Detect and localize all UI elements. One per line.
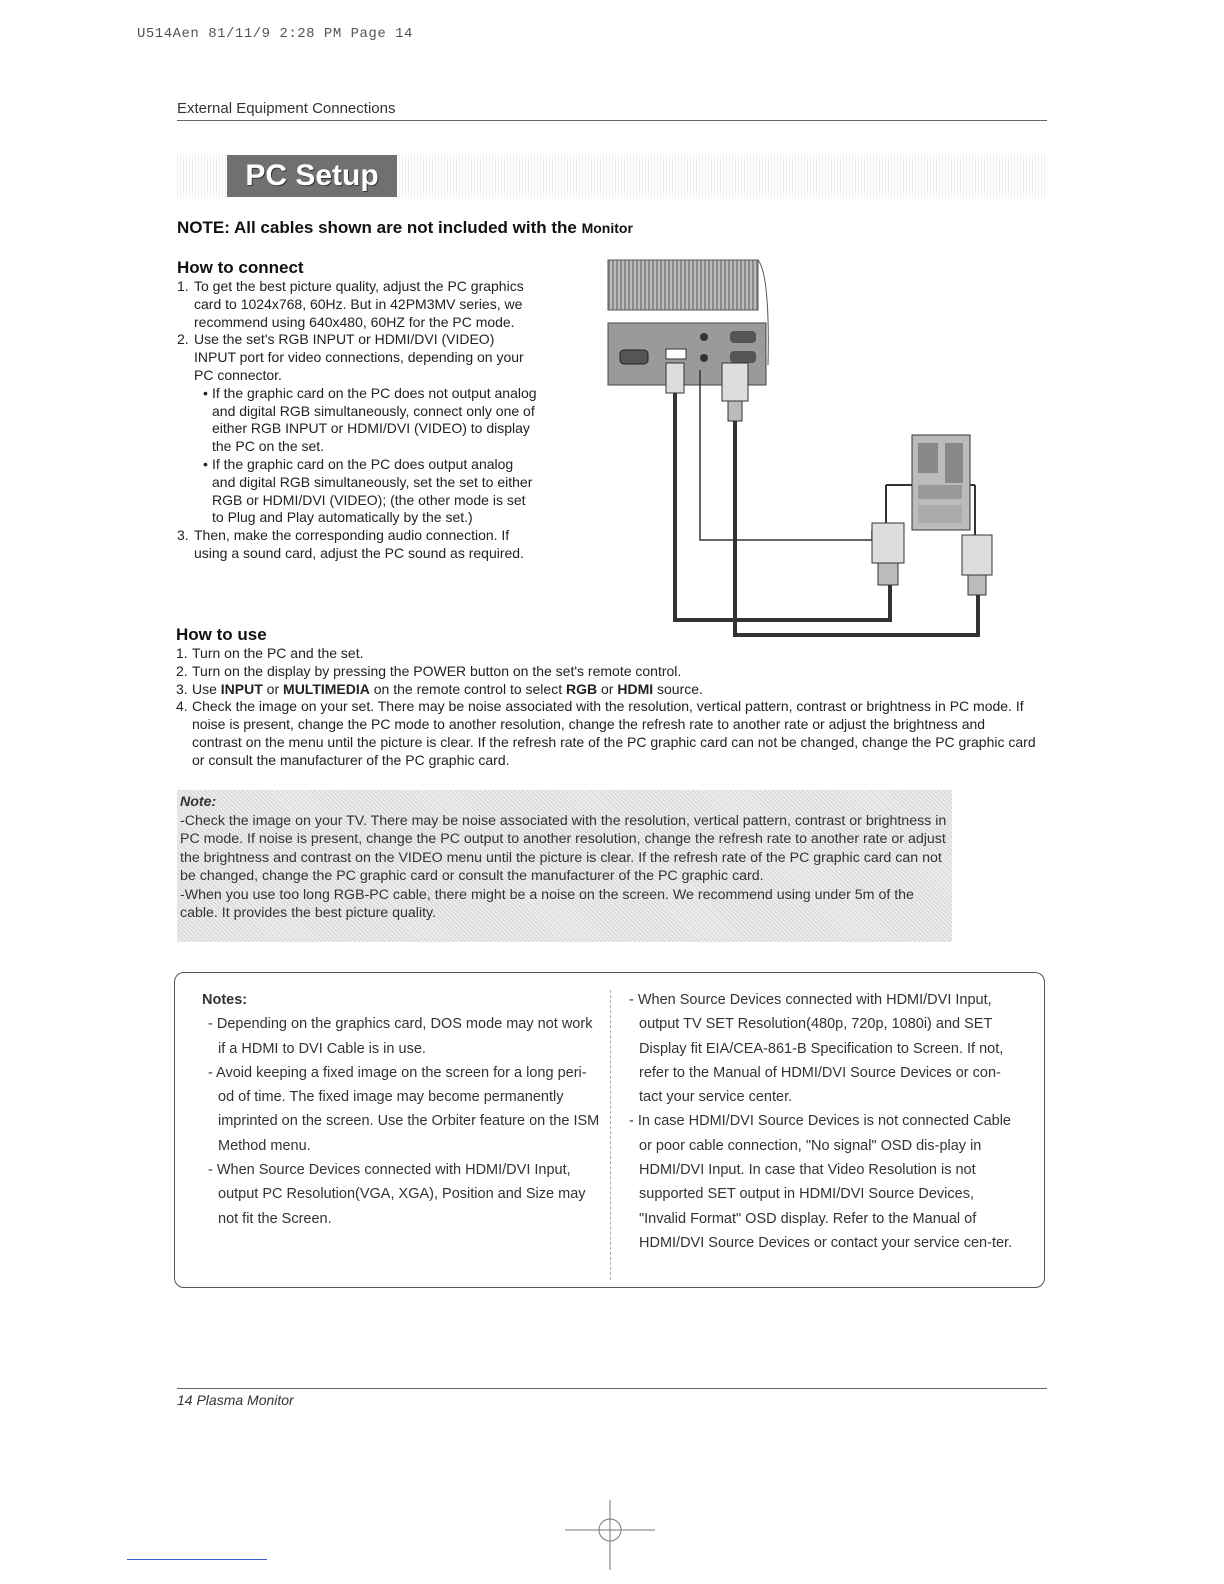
note-box-line: -Check the image on your TV. There may be noise associated with the resolution, vertical pattern, contrast or brightness in PC mode. If noise is present, change the PC output to another resolution, change the refresh rate to another rate or adjust the brightness and contrast on the VIDEO menu until the picture is clear. If the refresh rate of the PC graphic card can not be changed, change the PC graphic card or consult the manufacturer of the PC graphic card. [180, 812, 947, 884]
notes-item: - In case HDMI/DVI Source Devices is not connected Cable or poor cable connection, "No signal" OSD dis-play in HDMI/DVI Input. In case that Video Resolution is not supported SET output in HDMI/DVI Source Devices, "Invalid Format" OSD display. Refer to the Manual of HDMI/DVI Source Devices or contact your service cen-ter. [629, 1113, 1013, 1251]
cable-note [177, 218, 633, 238]
header-rule [177, 120, 1047, 121]
connection-diagram [600, 255, 1020, 640]
link-underline [127, 1559, 267, 1560]
how-to-connect-list [177, 278, 537, 563]
item-text-part: or [262, 680, 284, 697]
item-number: 3. [177, 527, 189, 544]
item-number: 2. [176, 662, 188, 679]
list-item [176, 698, 1036, 769]
rgb-port-icon [620, 350, 648, 364]
item-text: To get the best picture quality, adjust the PC graphics card to 1024x768, 60Hz. But in 42PM3MV series, we recommend using 640x480, 60HZ for the PC mode. [194, 278, 524, 330]
item-text-part: source. [653, 680, 703, 697]
cable-note-main: NOTE: All cables shown are not included with the [177, 218, 577, 237]
cable-note-small: Monitor [581, 220, 633, 236]
section-title: External Equipment Connections [177, 100, 396, 117]
item-text-bold: MULTIMEDIA [283, 680, 370, 697]
item-text: Then, make the corresponding audio connection. If using a sound card, adjust the PC sound as required. [194, 527, 524, 561]
item-text: Turn on the display by pressing the POWER button on the set's remote control. [192, 662, 682, 679]
list-item [177, 278, 537, 331]
item-number: 4. [176, 698, 188, 715]
crop-mark-icon [560, 1500, 660, 1570]
page-footer: 14 Plasma Monitor [177, 1392, 294, 1408]
notes-title: Notes: [202, 992, 248, 1008]
notes-left-column [202, 988, 602, 1231]
item-text-part: Use [192, 680, 221, 697]
list-item [176, 663, 1036, 681]
item-number: 1. [177, 278, 189, 294]
item-text-bold: HDMI [617, 680, 654, 697]
item-text-part: or [597, 680, 618, 697]
item-number: 2. [177, 331, 189, 348]
note-box-line: -When you use too long RGB-PC cable, there might be a noise on the screen. We recommend using under 5m of the cable. It provides the best picture quality. [180, 886, 914, 921]
notes-right-column [623, 988, 1023, 1255]
item-number: 1. [176, 645, 188, 661]
list-item [176, 645, 1036, 663]
pc-tower [912, 435, 970, 530]
dvi-connector [872, 523, 904, 585]
footer-rule [177, 1388, 1047, 1389]
item-text-bold: RGB [565, 680, 598, 697]
how-to-connect-heading: How to connect [177, 258, 304, 277]
note-box-label: Note: [180, 794, 217, 810]
list-item [177, 331, 537, 527]
note-box [180, 793, 950, 923]
how-to-use-section [176, 625, 1036, 770]
print-slug: U514Aen 81/11/9 2:28 PM Page 14 [137, 26, 413, 42]
page-title: PC Setup [227, 155, 397, 197]
dvi-port-icon [730, 331, 756, 343]
list-item [177, 527, 537, 563]
notes-item: - When Source Devices connected with HDMI/DVI Input, output TV SET Resolution(480p, 720p, 1080i) and SET Display fit EIA/CEA-861-B Specification to Screen. If not, refer to the Manual of HDMI/DVI Source Devices or con-tact your service center. [629, 992, 1004, 1106]
notes-item: - Depending on the graphics card, DOS mode may not work if a HDMI to DVI Cable is in use. [208, 1016, 593, 1057]
notes-item: - When Source Devices connected with HDMI/DVI Input, output PC Resolution(VGA, XGA), Position and Size may not fit the Screen. [208, 1162, 586, 1227]
item-text-bold: INPUT [220, 680, 263, 697]
notes-divider [610, 990, 611, 1280]
item-text: Turn on the PC and the set. [192, 645, 364, 661]
item-number: 3. [176, 680, 188, 697]
list-item [176, 681, 1036, 699]
vga-connector [962, 535, 992, 595]
item-text: Use the set's RGB INPUT or HDMI/DVI (VIDEO) INPUT port for video connections, depending on your PC connector. [194, 331, 524, 383]
bullet-item: • If the graphic card on the PC does not output analog and digital RGB simultaneously, connect only one of either RGB INPUT or HDMI/DVI (VIDEO) to display the PC on the set. [203, 385, 537, 456]
item-text-part: on the remote control to select [369, 680, 566, 697]
how-to-use-heading: How to use [176, 625, 267, 644]
bullet-item: • If the graphic card on the PC does output analog and digital RGB simultaneously, set the set to either RGB or HDMI/DVI (VIDEO); (the other mode is set to Plug and Play automatically by the set.) [203, 456, 537, 527]
notes-item: - Avoid keeping a fixed image on the screen for a long peri-od of time. The fixed image may become permanently imprinted on the screen. Use the Orbiter feature on the ISM Method menu. [208, 1064, 600, 1154]
how-to-use-list [176, 645, 1036, 770]
how-to-connect-section [177, 258, 537, 563]
item-text: Check the image on your set. There may be noise associated with the resolution, vertical pattern, contrast or brightness in PC mode. If noise is present, change the PC mode to another resolution, change the refresh rate to another rate or adjust the brightness and contrast on the menu until the picture is clear. If the refresh rate of the PC graphic card can not be changed, change the PC graphic card or consult the manufacturer of the PC graphic card. [192, 698, 1036, 768]
